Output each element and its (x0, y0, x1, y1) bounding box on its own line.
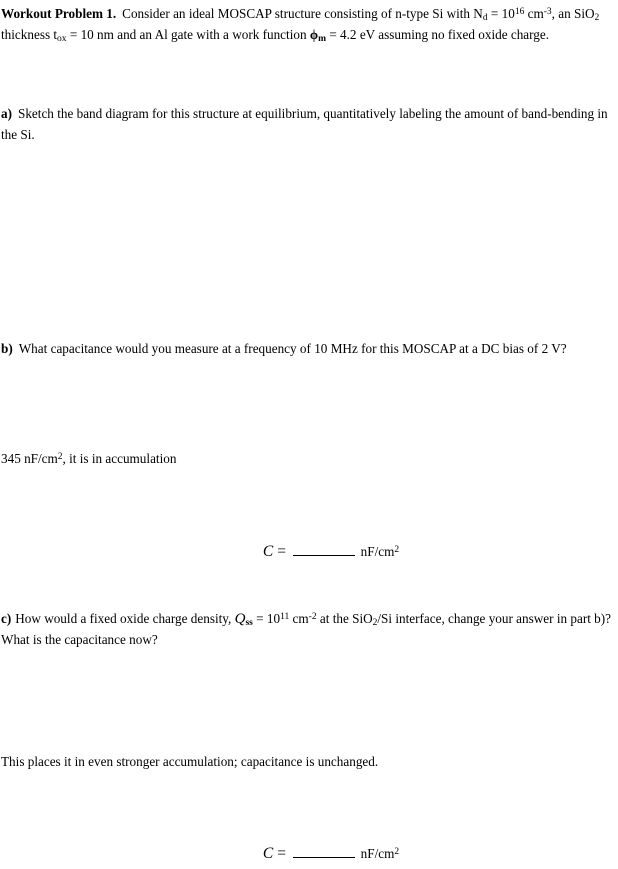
part-b-label: b) (1, 341, 13, 356)
part-b-text: What capacitance would you measure at a frequency of 10 MHz for this MOSCAP at a DC bias of 2 V? (18, 341, 567, 356)
tox-subscript: ox (57, 33, 67, 44)
exponent-minus-2: -2 (308, 611, 317, 622)
part-c-capacitance-inner (263, 844, 399, 865)
exponent-11: 11 (280, 611, 290, 622)
part-c-text-1: How would a fixed oxide charge density, (15, 611, 235, 626)
part-b-paragraph (1, 339, 614, 360)
part-c-capacitance-input-blank[interactable] (293, 844, 355, 858)
phi-symbol: ϕ (309, 26, 319, 42)
problem-intro-text-2: = 10 (487, 6, 515, 21)
part-b-capacitance-input-blank[interactable] (293, 542, 355, 556)
part-b-capacitance-symbol: C (262, 543, 274, 560)
problem-intro-text-3: cm (524, 6, 544, 21)
part-a-block (1, 104, 614, 145)
part-b-answer-units-exponent: 2 (57, 451, 63, 462)
part-b-answer-block (1, 449, 614, 470)
part-a-text: Sketch the band diagram for this structure at equilibrium, quantitatively labeling the amount of band-bending in the Si. (1, 106, 608, 142)
part-a-label: a) (1, 106, 12, 121)
part-b-answer-units: nF/cm (20, 451, 58, 466)
part-c-capacitance-answer-line (0, 844, 618, 865)
part-c-answer-block (1, 752, 614, 773)
problem-intro-text-7: = 4.2 eV assuming no fixed oxide charge. (326, 26, 550, 42)
q-ss-subscript: ss (245, 618, 253, 629)
part-c-capacitance-equals: = (276, 845, 287, 862)
part-b-answer-value: 345 (1, 451, 21, 466)
part-c-text-5: /Si interface, change your answer in part b)? What is the capacitance now? (1, 611, 612, 647)
problem-heading: Workout Problem 1. (1, 6, 117, 21)
exponent-16: 16 (514, 6, 525, 17)
problem-intro-text-6: = 10 nm and an Al gate with a work function (66, 26, 310, 42)
problem-intro-text-5: thickness t (1, 26, 58, 42)
part-c-answer-paragraph: This places it in even stronger accumulation; capacitance is unchanged. (1, 754, 379, 769)
phi-m-subscript: m (318, 33, 327, 44)
sio2-subscript: 2 (594, 13, 600, 24)
part-b-capacitance-answer-line (0, 542, 618, 563)
part-c-paragraph (1, 609, 614, 650)
part-c-text-3: cm (289, 611, 309, 626)
part-a-paragraph (1, 104, 614, 145)
part-c-label: c) (1, 611, 12, 626)
problem-statement-paragraph (1, 4, 614, 45)
part-b-block (1, 339, 614, 360)
part-c-sio2-subscript: 2 (372, 618, 378, 629)
exponent-minus-3: -3 (543, 6, 552, 17)
problem-statement-block (1, 4, 614, 45)
problem-intro-text-1: Consider an ideal MOSCAP structure consisting of n-type Si with N (122, 6, 483, 21)
part-c-capacitance-units-exponent: 2 (394, 846, 400, 857)
part-b-capacitance-equals: = (276, 543, 287, 560)
problem-intro-text-4: , an SiO (551, 6, 595, 21)
part-c-text-2: = 10 (252, 611, 281, 626)
part-b-capacitance-inner (263, 542, 399, 563)
part-c-text-4: at the SiO (316, 611, 373, 626)
part-b-capacitance-units: nF/cm (360, 544, 395, 559)
part-c-capacitance-symbol: C (262, 845, 274, 862)
band-diagram-sketch-area (0, 150, 618, 330)
part-b-answer-tail: , it is in accumulation (62, 451, 177, 466)
q-symbol: Q (234, 611, 246, 627)
nd-subscript: d (482, 13, 488, 24)
part-c-block (1, 609, 614, 650)
part-b-answer-paragraph (1, 449, 614, 470)
part-b-capacitance-units-exponent: 2 (394, 544, 400, 555)
part-c-capacitance-units: nF/cm (360, 846, 395, 861)
